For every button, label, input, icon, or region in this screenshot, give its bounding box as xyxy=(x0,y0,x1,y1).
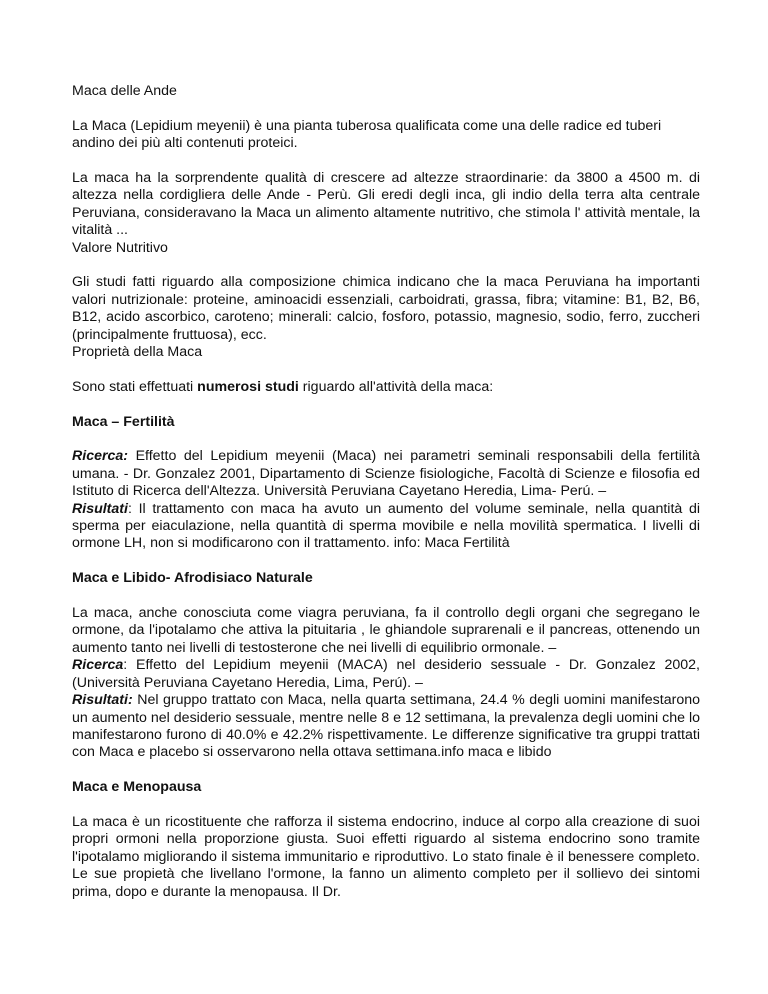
risultati-text: Nel gruppo trattato con Maca, nella quarta settimana, 24.4 % degli uomini manifestarono un aumento nel desiderio sessuale, mentre nelle 8 e 12 settimana, la prevalenza degli uomini che lo manifestarono furono di 40.0% e 42.2% rispettivamente. Le differenze significative tra gruppi trattati con Maca e placebo si osservarono nella ottava settimana.info maca e libido xyxy=(72,692,700,761)
risultati-label: Risultati xyxy=(72,500,128,517)
fertilita-risultati xyxy=(72,501,700,553)
libido-body: La maca, anche conosciuta come viagra peruviana, fa il controllo degli organi che segregano le ormone, da l'ipotalamo che attiva la pituitaria , le ghiandole suprarenali e il pancreas, ottenendo un aumento tanto nei livelli di testosterone che nei livelli di equilibrio ormonale. – xyxy=(72,605,700,656)
studies-sentence xyxy=(72,379,700,396)
fertilita-ricerca xyxy=(72,448,700,500)
libido-ricerca xyxy=(72,657,700,692)
ricerca-label: Ricerca xyxy=(72,657,124,674)
altitude-paragraph: La maca ha la sorprendente qualità di crescere ad altezze straordinarie: da 3800 a 4500 m. di altezza nella cordigliera delle Ande - Perù. Gli eredi degli inca, gli indio della terra alta centrale Peruviana, consideravano la Maca un alimento altamente nutritivo, che stimola l' attività mentale, la vitalità ... xyxy=(72,170,700,239)
libido-heading: Maca e Libido- Afrodisiaco Naturale xyxy=(72,570,313,587)
proprieta-heading: Proprietà della Maca xyxy=(72,344,203,361)
studies-post: riguardo all'attività della maca: xyxy=(298,378,494,395)
doc-title: Maca delle Ande xyxy=(72,83,177,99)
ricerca-text: Effetto del Lepidium meyenii (Maca) nei parametri seminali responsabili della fertilità umana. - Dr. Gonzalez 2001, Dipartamento di Scienze fisiologiche, Facoltà di Scienze e filosofia ed Istituto di Ricerca dell'Altezza. Università Peruviana Cayetano Heredia, Lima- Perú. – xyxy=(72,448,700,500)
valore-nutritivo-heading: Valore Nutritivo xyxy=(72,239,168,256)
studies-bold: numerosi studi xyxy=(197,378,299,395)
studies-pre: Sono stati effettuati xyxy=(72,378,198,395)
risultati-text: : Il trattamento con maca ha avuto un aumento del volume seminale, nella quantità di sperma per eiaculazione, nella quantità di sperma movibile e nella movilità spermatica. I livelli di ormone LH, non si modificarono con il trattamento. info: Maca Fertilità xyxy=(72,500,700,552)
fertilita-heading: Maca – Fertilità xyxy=(72,413,175,430)
ricerca-label: Ricerca: xyxy=(72,448,128,465)
ricerca-text: : Effetto del Lepidium meyenii (MACA) nel desiderio sessuale - Dr. Gonzalez 2002, (Università Peruviana Cayetano Heredia, Lima, Perú). – xyxy=(72,657,700,691)
document-page xyxy=(72,83,700,918)
menopausa-heading: Maca e Menopausa xyxy=(72,779,202,796)
composition-paragraph: Gli studi fatti riguardo alla composizione chimica indicano che la maca Peruviana ha importanti valori nutrizionale: proteine, aminoacidi essenziali, carboidrati, grassa, fibra; vitamine: B1, B2, B6, B12, acido ascorbico, caroteno; minerali: calcio, fosforo, potassio, magnesio, sodio, ferro, zuccheri (principalmente fruttuosa), ecc. xyxy=(72,274,700,343)
risultati-label: Risultati: xyxy=(72,692,133,709)
intro-paragraph: La Maca (Lepidium meyenii) è una pianta tuberosa qualificata come una delle radice ed tuberi andino dei più alti contenuti proteici. xyxy=(72,117,662,152)
menopausa-body: La maca è un ricostituente che rafforza il sistema endocrino, induce al corpo alla creazione di suoi propri ormoni nella proporzione giusta. Suoi effetti riguardo al sistema endocrino sono tramite l'ipotalamo migliorando il sistema immunitario e riproduttivo. Lo stato finale è il benessere completo. Le sue propietà che livellano l'ormone, la fanno un alimento completo per il sollievo dei sintomi prima, dopo e durante la menopausa. Il Dr. xyxy=(72,813,700,900)
libido-risultati xyxy=(72,692,700,762)
